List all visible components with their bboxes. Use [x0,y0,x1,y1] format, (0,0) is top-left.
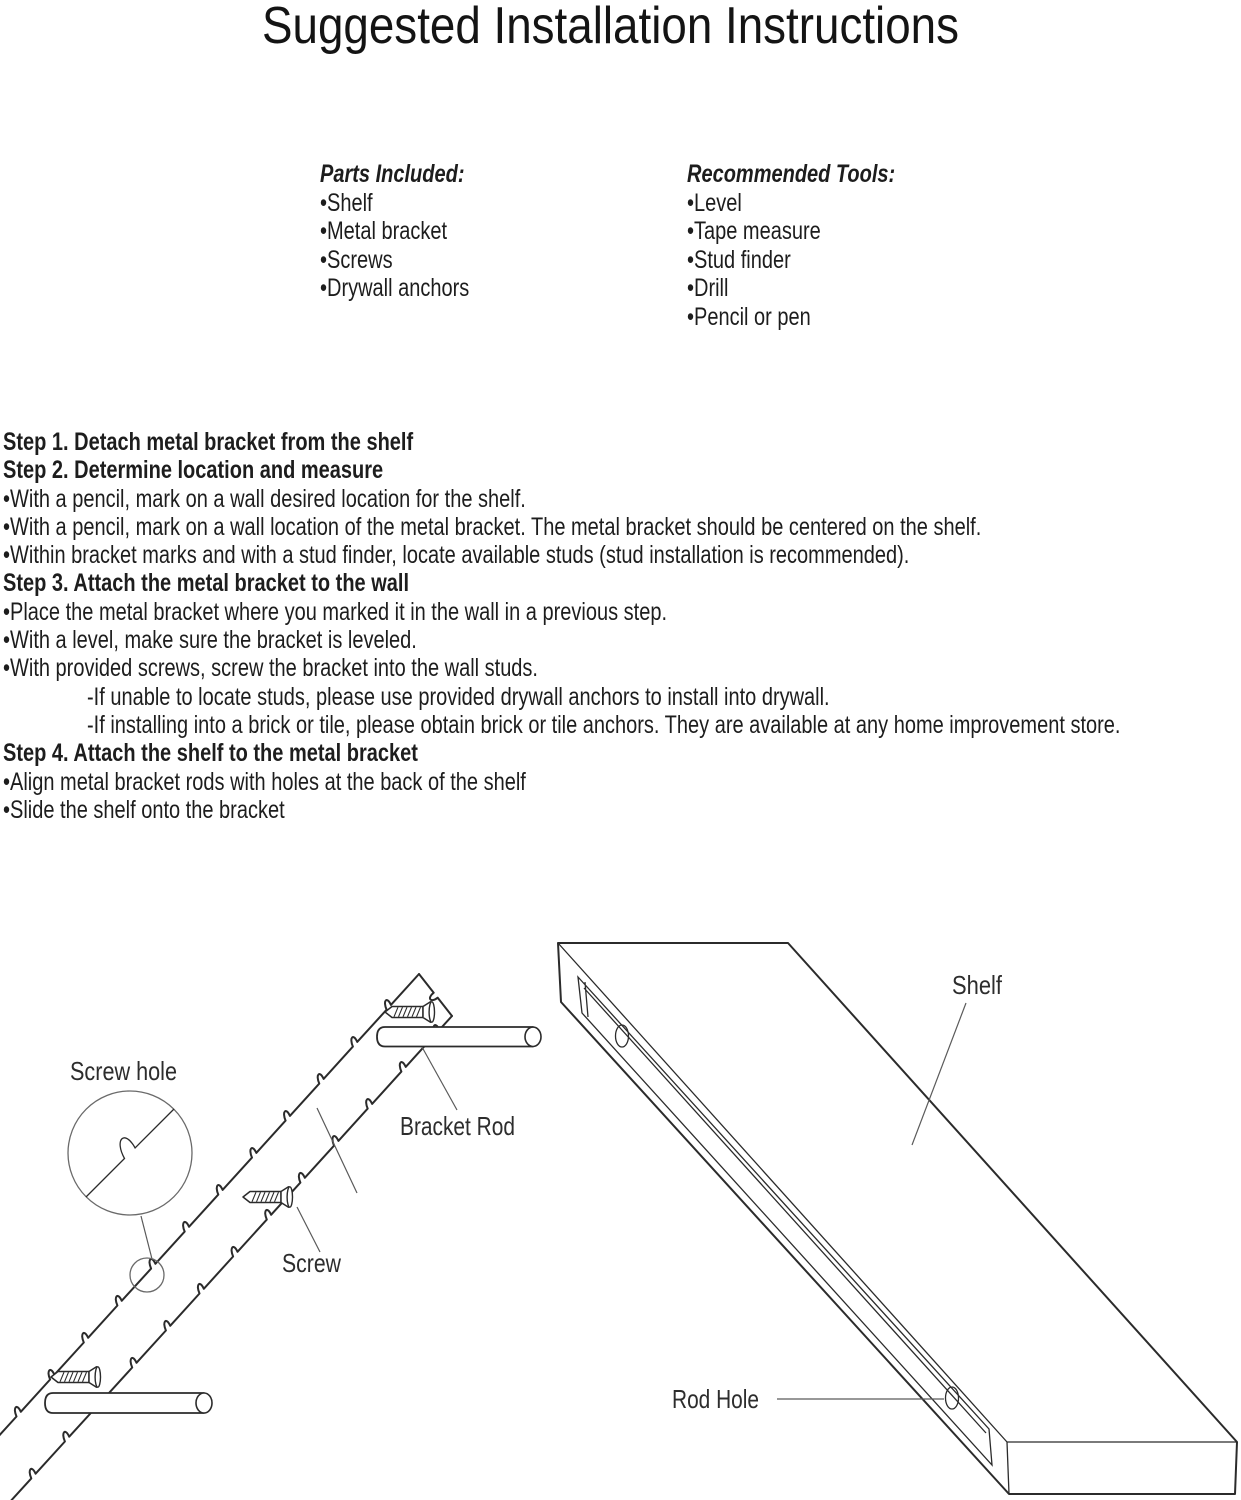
label-screw: Screw [282,1248,342,1278]
list-item: •Stud finder [687,245,791,274]
step-line: •With a level, make sure the bracket is leveled. [3,626,417,655]
step-line: -If unable to locate studs, please use provided drywall anchors to install into drywall. [87,682,830,711]
step-line: Step 2. Determine location and measure [3,456,384,485]
page-title: Suggested Installation Instructions [261,0,959,55]
step-line: •Align metal bracket rods with holes at the back of the shelf [3,767,526,796]
step-line: •Slide the shelf onto the bracket [3,795,285,824]
step-line: -If installing into a brick or tile, please obtain brick or tile anchors. They are available at any home improvement store. [87,710,1121,739]
step-line: •With a pencil, mark on a wall location of the metal bracket. The metal bracket should be centered on the shelf. [3,512,982,541]
step-line: Step 1. Detach metal bracket from the shelf [3,428,414,456]
list-item: •Shelf [320,188,373,217]
step-line: •With a pencil, mark on a wall desired location for the shelf. [3,484,526,513]
magnifier-small-circle [130,1258,164,1292]
label-bracket-rod: Bracket Rod [400,1111,515,1141]
bracket-upper-edge [0,974,419,1461]
bracket-leader-line [317,1108,357,1193]
bracket-rod-1 [377,1027,541,1047]
label-rod-hole: Rod Hole [672,1384,759,1414]
rod-end-cap [525,1027,541,1046]
list-item: •Drill [687,274,729,302]
step-line: Step 3. Attach the metal bracket to the wall [3,569,410,598]
parts-heading: Parts Included: [320,160,465,188]
magnifier-link-line [141,1216,152,1259]
step-line: •With provided screws, screw the bracket into the wall studs. [3,654,538,683]
list-item: •Metal bracket [320,217,448,245]
shelf-body [558,943,1237,1494]
step-line: Step 4. Attach the shelf to the metal bracket [3,739,418,768]
step-line: •Within bracket marks and with a stud finder, locate available studs (stud installation is recommended). [3,541,910,570]
magnifier-keyhole-line [86,1109,174,1197]
bracket-rod-2 [45,1393,212,1413]
shelf-drawing [558,943,1237,1494]
list-item: •Pencil or pen [687,302,811,331]
list-item: •Level [687,188,742,217]
label-shelf: Shelf [952,970,1003,1000]
tools-heading: Recommended Tools: [687,160,896,188]
rod-end-cap [196,1393,212,1413]
screw-hole-magnifier [68,1091,192,1292]
metal-bracket-drawing [0,974,452,1500]
list-item: •Drywall anchors [320,274,470,302]
step-line: •Place the metal bracket where you marked it in the wall in a previous step. [3,597,667,626]
bracket-lower-edge [8,1016,452,1500]
screw-drawing-1 [385,1002,435,1022]
bracket-rod-leader-line [422,1047,457,1110]
screw-leader-line [297,1207,320,1252]
list-item: •Tape measure [687,217,821,245]
label-screw-hole: Screw hole [70,1056,177,1086]
list-item: •Screws [320,245,393,274]
screw-drawing-2 [243,1187,293,1207]
